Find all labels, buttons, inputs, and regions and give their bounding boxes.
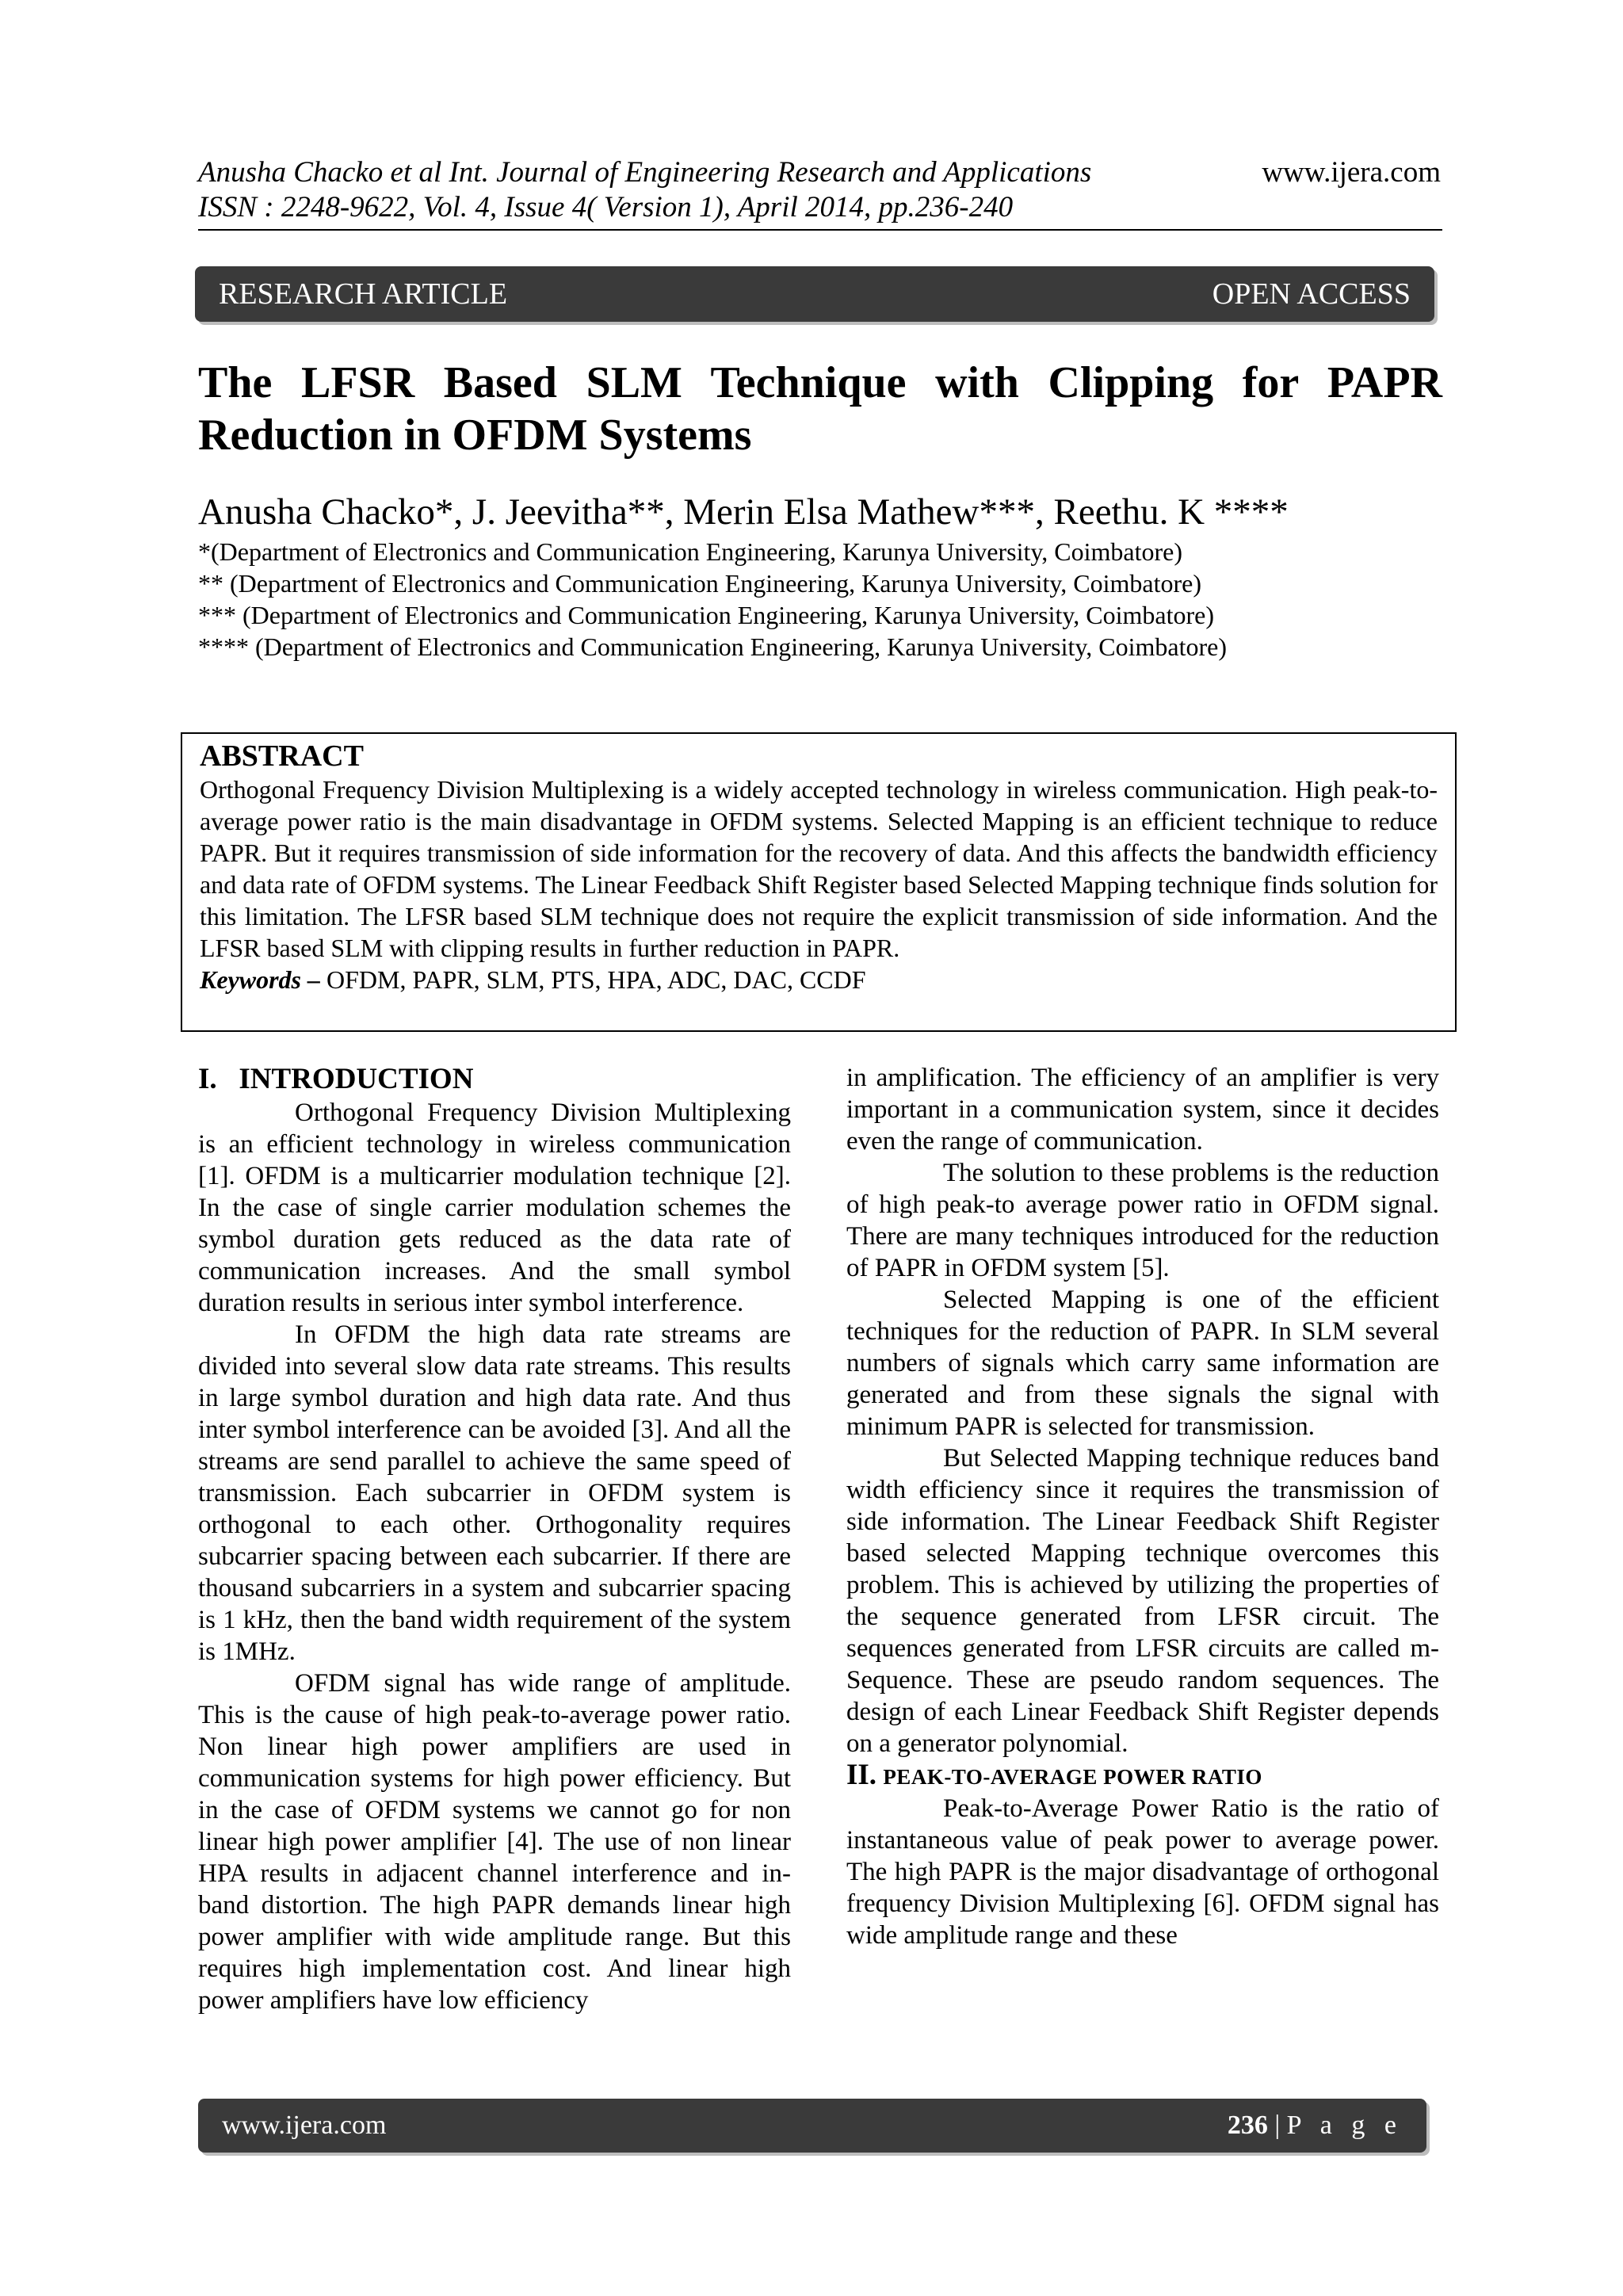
footer-bar [198, 2099, 1426, 2153]
footer-website: www.ijera.com [222, 2111, 387, 2140]
right-paragraph-1: The solution to these problems is the reduction of high peak-to average power ratio in OFDM signal. There are many techniques introduced for the reduction of PAPR in OFDM system [5]. [846, 1159, 1439, 1282]
right-paragraph-2: Selected Mapping is one of the efficient techniques for the reduction of PAPR. In SLM several numbers of signals which carry same information are generated and from these signals the signal with minimum PAPR is selected for transmission. [846, 1286, 1439, 1441]
keywords-label: Keywords – [200, 965, 320, 994]
page-label: P a g e [1286, 2111, 1403, 2140]
keywords-list: OFDM, PAPR, SLM, PTS, HPA, ADC, DAC, CCDF [320, 965, 866, 994]
intro-paragraph-1: Orthogonal Frequency Division Multiplexing is an efficient technology in wireless communication [1]. OFDM is a multicarrier modulation technique [2]. In the case of single carrier modulation schemes the symbol duration gets reduced as the data rate of communication increases. And the small symbol duration results in serious inter symbol interference. [198, 1098, 791, 1317]
article-type-banner [195, 266, 1434, 322]
papr-paragraph: Peak-to-Average Power Ratio is the ratio of instantaneous value of peak power to average power. The high PAPR is the major disadvantage of orthogonal frequency Division Multiplexing [6]. OFDM signal has wide amplitude range and these [846, 1794, 1439, 1950]
keywords-line [200, 964, 1438, 995]
header-rule [198, 229, 1442, 231]
section-2-number: II. [846, 1759, 877, 1791]
abstract-heading: ABSTRACT [200, 739, 364, 773]
header-website: www.ijera.com [1262, 156, 1441, 189]
open-access-label: OPEN ACCESS [1212, 277, 1411, 311]
affiliation-1: *(Department of Electronics and Communication Engineering, Karunya University, Coimbatore) [198, 537, 1183, 566]
right-paragraph-3: But Selected Mapping technique reduces band width efficiency since it requires the transmission of side information. The Linear Feedback Shift Register based selected Mapping technique overcomes this problem. This is achieved by utilizing the properties of the sequence generated from LFSR circuit. The sequences generated from LFSR circuits are called m-Sequence. These are pseudo random sequences. The design of each Linear Feedback Shift Register depends on a generator polynomial. [846, 1444, 1439, 1758]
abstract-text: Orthogonal Frequency Division Multiplexing is a widely accepted technology in wireless communication. High peak-to-average power ratio is the main disadvantage in OFDM systems. Selected Mapping is an efficient technique to reduce PAPR. But it requires transmission of side information for the recovery of data. And this affects the bandwidth efficiency and data rate of OFDM systems. The Linear Feedback Shift Register based Selected Mapping technique finds solution for this limitation. The LFSR based SLM technique does not require the explicit transmission of side information. And the LFSR based SLM with clipping results in further reduction in PAPR. [200, 775, 1438, 962]
section-heading-introduction: I. INTRODUCTION [198, 1063, 474, 1095]
research-article-label: RESEARCH ARTICLE [219, 277, 508, 311]
page-number-value: 236 [1227, 2111, 1268, 2140]
abstract-box [181, 732, 1457, 1032]
intro-paragraph-3: OFDM signal has wide range of amplitude. This is the cause of high peak-to-average power ratio. Non linear high power amplifiers are used in communication systems for high power efficiency. But in the case of OFDM systems we cannot go for non linear high power amplifier [4]. The use of non linear HPA results in adjacent channel interference and in-band distortion. The high PAPR demands linear high power amplifier with wide amplitude range. But this requires high implementation cost. And linear high power amplifiers have low efficiency [198, 1669, 791, 2015]
left-column [198, 1062, 791, 2016]
page-separator: | [1267, 2111, 1287, 2140]
paper-title: The LFSR Based SLM Technique with Clipping for PAPR Reduction in OFDM Systems [198, 358, 1442, 460]
affiliation-3: *** (Department of Electronics and Communication Engineering, Karunya University, Coimbatore) [198, 601, 1215, 629]
issn-line: ISSN : 2248-9622, Vol. 4, Issue 4( Version 1), April 2014, pp.236-240 [198, 191, 1014, 223]
affiliation-2: ** (Department of Electronics and Communication Engineering, Karunya University, Coimbatore) [198, 569, 1202, 598]
author-list: Anusha Chacko*, J. Jeevitha**, Merin Elsa Mathew***, Reethu. K **** [198, 491, 1289, 533]
intro-paragraph-2: In OFDM the high data rate streams are divided into several slow data rate streams. This results in large symbol duration and high data rate. And thus inter symbol interference can be avoided [3]. And all the streams are send parallel to achieve the same speed of transmission. Each subcarrier in OFDM system is orthogonal to each other. Orthogonality requires subcarrier spacing between each subcarrier. If there are thousand subcarriers in a system and subcarrier spacing is 1 kHz, then the band width requirement of the system is 1MHz. [198, 1320, 791, 1666]
page-number [1228, 2111, 1403, 2141]
affiliations [198, 536, 1442, 663]
affiliation-4: **** (Department of Electronics and Communication Engineering, Karunya University, Coimbatore) [198, 632, 1228, 661]
section-heading-papr [846, 1759, 1439, 1793]
journal-citation-line: Anusha Chacko et al Int. Journal of Engineering Research and Applications [198, 156, 1092, 189]
continuation-paragraph: in amplification. The efficiency of an amplifier is very important in a communication system, since it decides even the range of communication. [846, 1064, 1439, 1156]
right-column [846, 1062, 1439, 1951]
section-2-title: PEAK-TO-AVERAGE POWER RATIO [883, 1765, 1262, 1789]
